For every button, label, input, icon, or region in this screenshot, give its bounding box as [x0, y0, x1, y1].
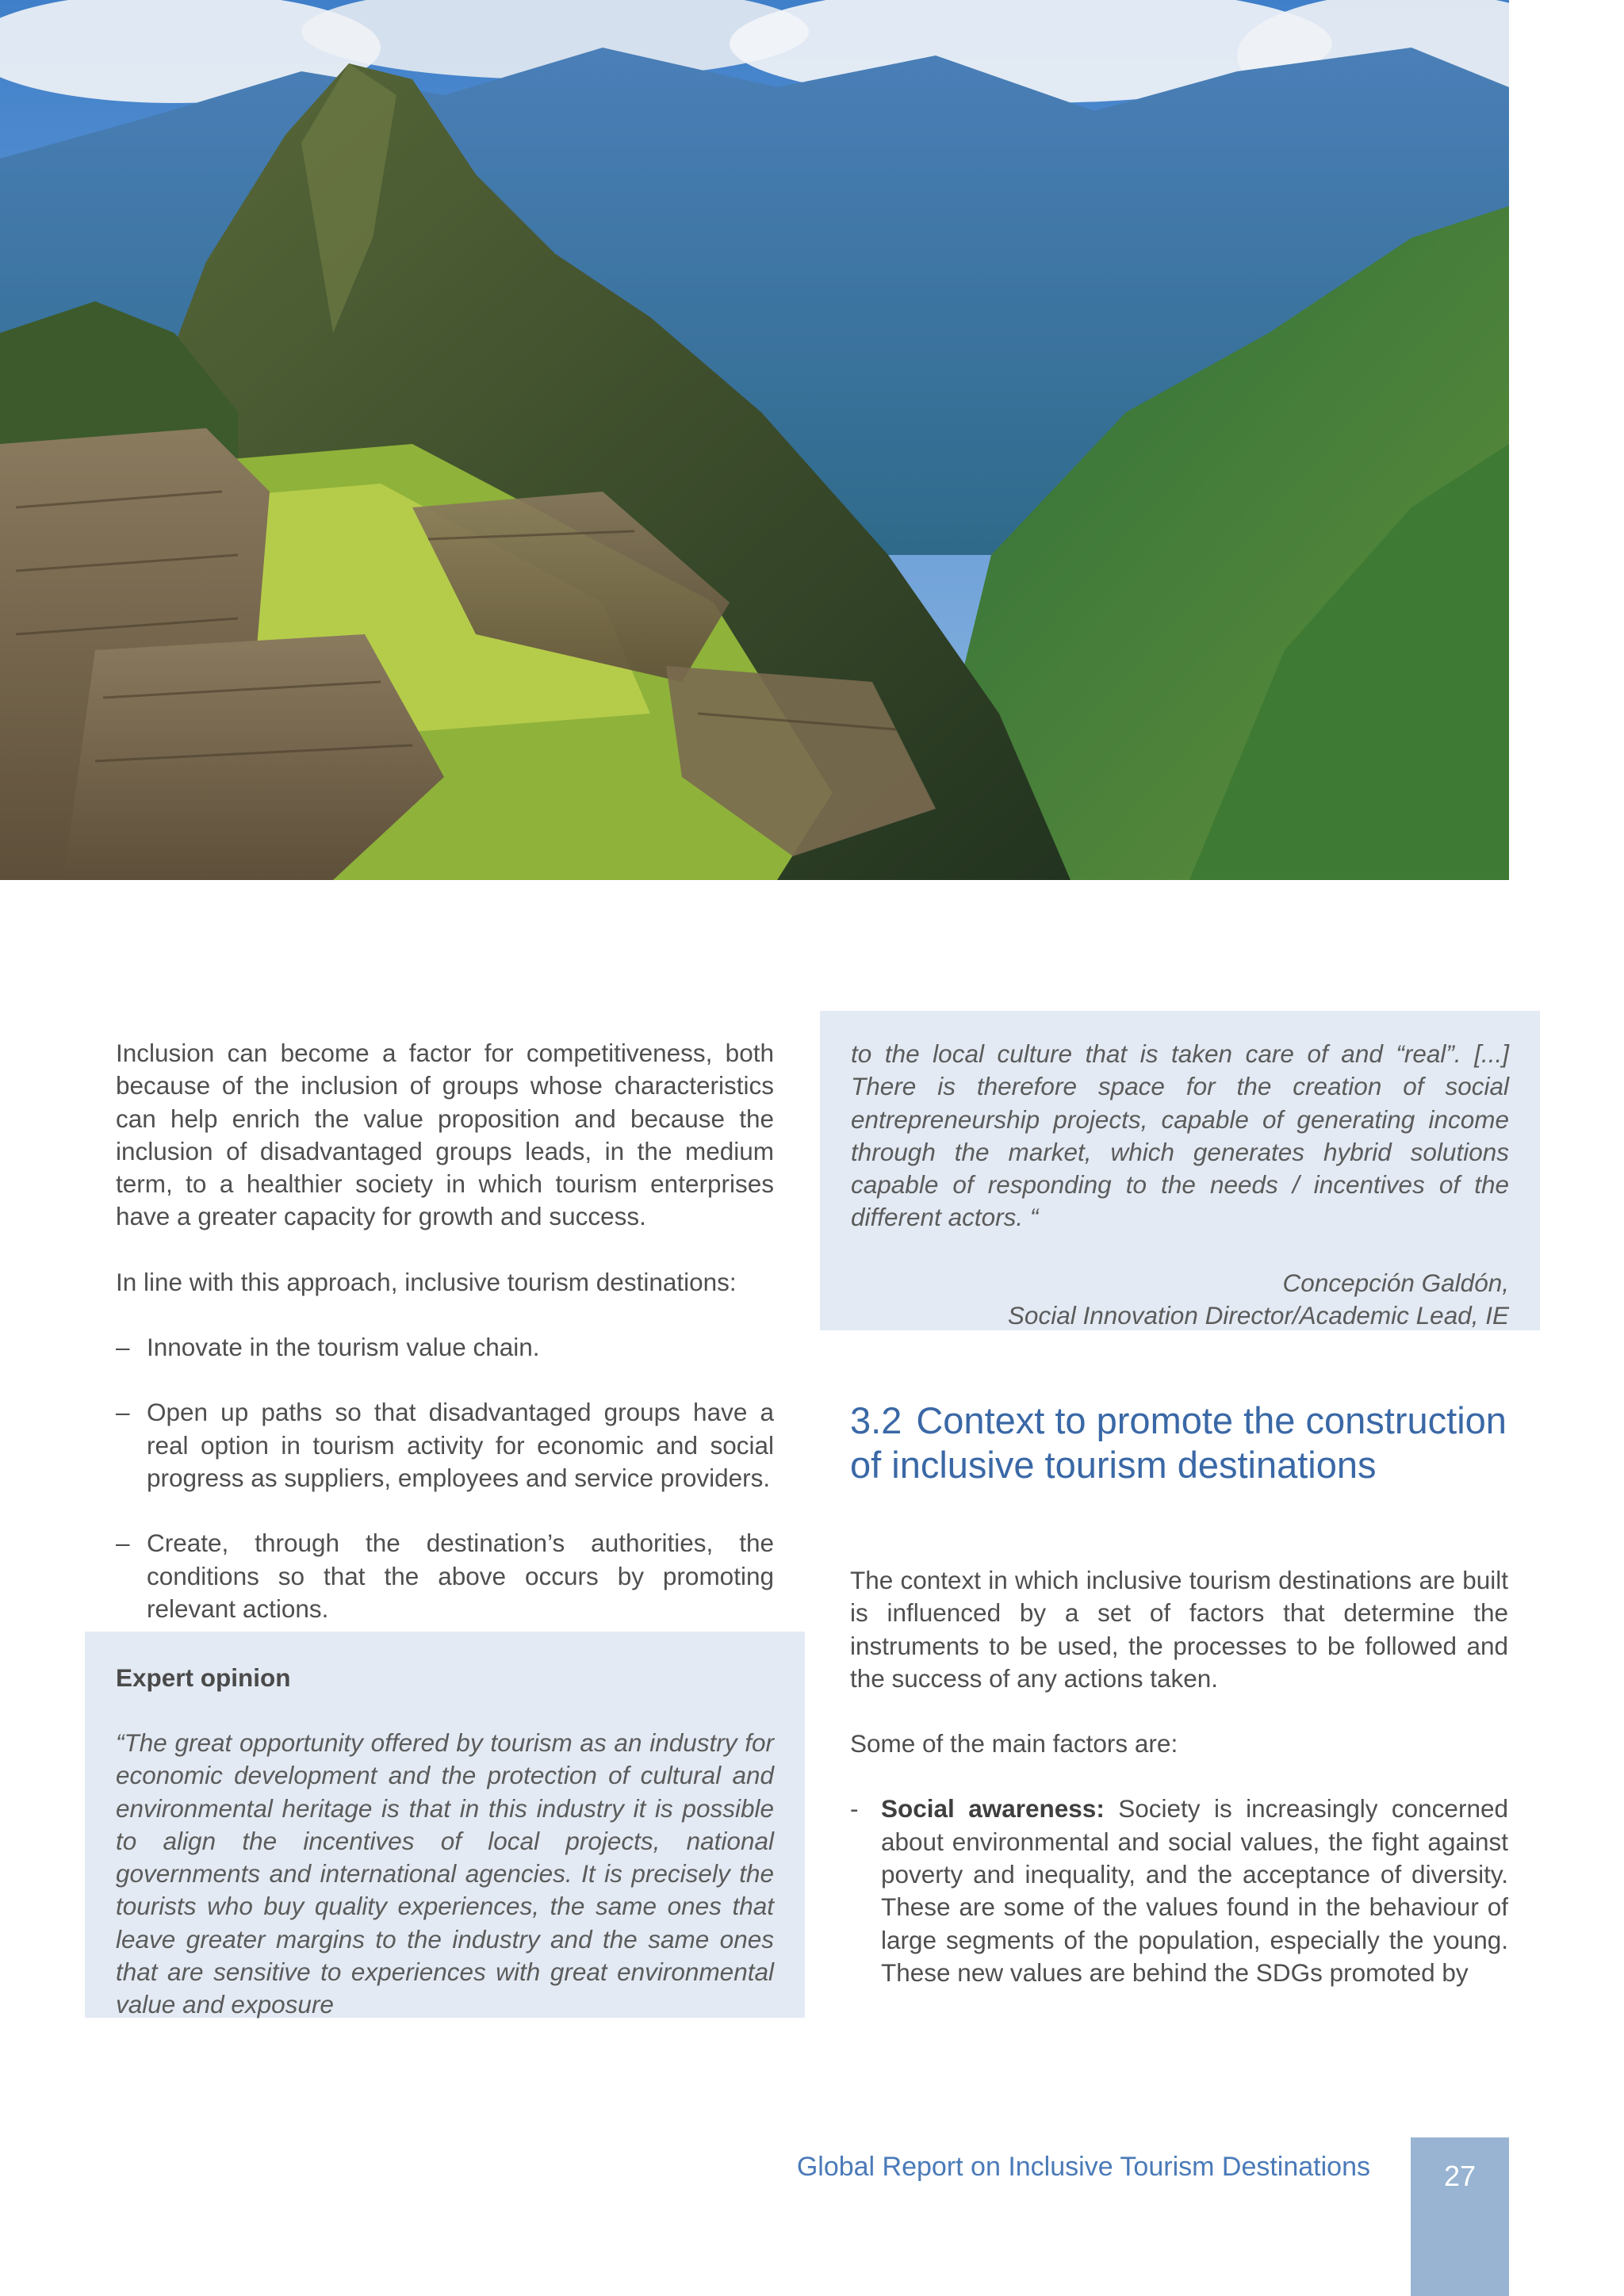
expert-quote-part1: “The great opportunity offered by tourism as an industry for economic development and the protection of cultural and environmental heritage is that in this industry it is possible to align the incentives of local projects, national governments and international agencies. It is precisely the tourists who buy quality experiences, the same ones that leave greater margins to the industry and the same ones that are sensitive to experiences with great environmental value and exposure: [116, 1728, 774, 2019]
list-item-text: Create, through the destination’s authorities, the conditions so that the above occurs by promoting relevant actions.: [147, 1529, 774, 1623]
context-paragraph: The context in which inclusive tourism destinations are built is influenced by a set of factors that determine the instruments to be used, the processes to be followed and the success of any actions taken.: [850, 1566, 1508, 1693]
expert-quote-part2: to the local culture that is taken care of and “real”. [...] There is therefore space for the creation of social entrepreneurship projects, capable of generating income through the market, which generates hybrid solutions capable of responding to the needs / incentives of the different actors. “: [851, 1039, 1509, 1232]
factors-intro: Some of the main factors are:: [850, 1729, 1178, 1758]
approach-paragraph: In line with this approach, inclusive tourism destinations:: [116, 1267, 737, 1296]
expert-opinion-continuation: [820, 1011, 1540, 1330]
factor-text: Society is increasingly concerned about environmental and social values, the fight against poverty and inequality, and the acceptance of diversity. These are some of the values found in the behaviour of large segments of the population, especially the young. These new values are behind the SDGs promoted by: [881, 1794, 1508, 1987]
list-dash: –: [116, 1333, 130, 1362]
list-item: [850, 1793, 1508, 1989]
factor-label: Social awareness:: [881, 1794, 1105, 1823]
list-dash: –: [116, 1398, 130, 1427]
factor-list: [850, 1793, 1508, 1989]
page-number: 27: [1443, 2160, 1477, 2192]
section-heading: [850, 1399, 1508, 1487]
page-number-tab: [1411, 2137, 1509, 2296]
intro-paragraph: Inclusion can become a factor for competitiveness, both because of the inclusion of groups whose characteristics can help enrich the value proposition and because the inclusion of disadvantaged groups leads, in the medium term, to a healthier society in which tourism enterprises have a greater capacity for growth and success.: [116, 1039, 774, 1231]
section-title: Context to promote the construction of inclusive tourism destinations: [850, 1399, 1507, 1486]
list-item-text: Innovate in the tourism value chain.: [147, 1333, 540, 1362]
left-column: [116, 1037, 774, 1658]
expert-opinion-title: Expert opinion: [116, 1663, 291, 1692]
list-dash: -: [850, 1794, 859, 1823]
list-item: [116, 1396, 774, 1494]
quote-author-role: Social Innovation Director/Academic Lead, IE: [1007, 1301, 1509, 1330]
section-number: 3.2: [850, 1399, 902, 1441]
destination-list: [116, 1331, 774, 1625]
expert-opinion-box: [85, 1632, 805, 2018]
list-item: [116, 1331, 774, 1364]
list-dash: –: [116, 1529, 130, 1558]
list-item-text: Open up paths so that disadvantaged groups have a real option in tourism activity for economic and social progress as suppliers, employees and service providers.: [147, 1398, 774, 1492]
right-column: [850, 1564, 1508, 1989]
report-title: Global Report on Inclusive Tourism Destinations: [796, 2152, 1370, 2182]
list-item: [116, 1527, 774, 1625]
quote-author: Concepción Galdón,: [1282, 1268, 1509, 1297]
header-photo: [0, 0, 1509, 880]
